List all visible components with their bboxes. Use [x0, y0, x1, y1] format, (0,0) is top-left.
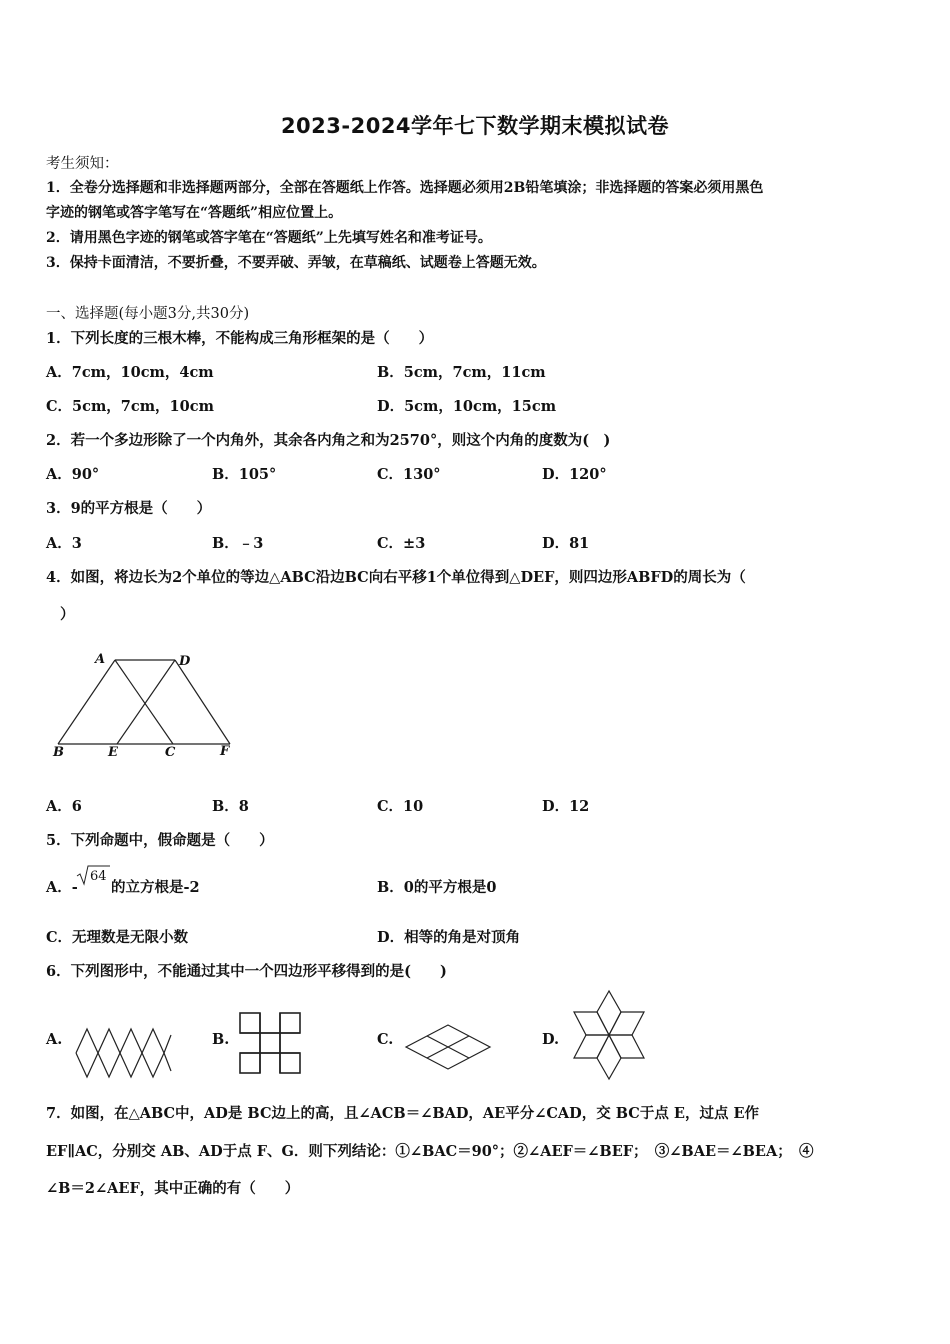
- q6-figure-a-rhombus-chain: [74, 1025, 174, 1081]
- q6-stem: 6．下列图形中，不能通过其中一个四边形平移得到的是( ): [46, 963, 447, 980]
- q1-stem: 1．下列长度的三根木棒，不能构成三角形框架的是（ ）: [46, 330, 434, 347]
- q5-option-a-suffix: 的立方根是-2: [111, 879, 200, 896]
- q6-figure-b-square-grid: [236, 1009, 306, 1079]
- q2-option-c: C．130°: [377, 466, 441, 483]
- q4-label-a: A: [95, 652, 106, 667]
- q4-option-a: A．6: [46, 798, 82, 815]
- q4-translation-figure: [50, 648, 240, 763]
- q6-figure-c-rhombus-group: [402, 1019, 494, 1075]
- q4-segment-df: [175, 660, 230, 744]
- q3-option-a: A．3: [46, 535, 82, 552]
- notice-line-1b: 字迹的钢笔或答字笔写在“答题纸”相应位置上。: [46, 205, 343, 221]
- q7-line-3: ∠B＝2∠AEF，其中正确的有（ ）: [46, 1180, 300, 1197]
- q5-option-b: B．0的平方根是0: [377, 879, 497, 896]
- q4-label-b: B: [53, 745, 64, 760]
- q1-option-d: D．5cm，10cm，15cm: [377, 398, 557, 415]
- q4-stem-close: ）: [60, 606, 75, 623]
- q6-option-d-label: D.: [542, 1031, 560, 1048]
- q1-option-a: A．7cm，10cm，4cm: [46, 364, 214, 381]
- q1-option-c: C．5cm，7cm，10cm: [46, 398, 214, 415]
- notice-line-2: 2．请用黑色字迹的钢笔或答字笔在“答题纸”上先填写姓名和准考证号。: [46, 230, 492, 246]
- q5-stem: 5．下列命题中，假命题是（ ）: [46, 832, 274, 849]
- notice-line-3: 3．保持卡面清洁，不要折叠，不要弄破、弄皱，在草稿纸、试题卷上答题无效。: [46, 255, 546, 271]
- q3-stem: 3．9的平方根是（ ）: [46, 500, 212, 517]
- q4-stem: 4．如图，将边长为2个单位的等边△ABC沿边BC向右平移1个单位得到△DEF，则四边形ABFD的周长为（: [46, 569, 746, 586]
- q3-option-d: D．81: [542, 535, 590, 552]
- page-title: 2023-2024学年七下数学期末模拟试卷: [280, 114, 670, 138]
- notice-heading: 考生须知：: [46, 156, 119, 172]
- q6-option-a-label: A.: [46, 1031, 63, 1048]
- q5-option-d: D．相等的角是对顶角: [377, 929, 521, 946]
- q4-segment-ab: [58, 660, 115, 744]
- q7-line-1: 7．如图，在△ABC中，AD是 BC边上的高，且∠ACB＝∠BAD，AE平分∠CAD，交 BC于点 E，过点 E作: [46, 1105, 760, 1122]
- q4-option-d: D．12: [542, 798, 590, 815]
- q4-segment-ac: [115, 660, 173, 744]
- q4-option-c: C．10: [377, 798, 424, 815]
- q2-option-a: A．90°: [46, 466, 100, 483]
- q7-line-2: EF∥AC，分别交 AB、AD于点 F、G．则下列结论：①∠BAC＝90°；②∠AEF＝∠BEF； ③∠BAE＝∠BEA； ④: [46, 1143, 814, 1160]
- q4-segment-de: [117, 660, 175, 744]
- q2-option-d: D．120°: [542, 466, 607, 483]
- q4-label-d: D: [179, 654, 191, 669]
- q5-option-c: C．无理数是无限小数: [46, 929, 189, 946]
- q4-label-f: F: [220, 744, 230, 759]
- q3-option-c: C．±3: [377, 535, 426, 552]
- q2-stem: 2．若一个多边形除了一个内角外，其余各内角之和为2570°，则这个内角的度数为( ): [46, 432, 611, 449]
- q6-option-b-label: B.: [212, 1031, 230, 1048]
- q6-figure-d-star: [568, 988, 650, 1082]
- q4-label-e: E: [108, 745, 118, 760]
- section-heading: 一、选择题(每小题3分,共30分): [46, 306, 250, 322]
- notice-line-1a: 1．全卷分选择题和非选择题两部分，全部在答题纸上作答。选择题必须用2B铅笔填涂；非选择题的答案必须用黑色: [46, 180, 764, 196]
- q5-sqrt-sign: [76, 864, 112, 886]
- q4-label-c: C: [165, 745, 176, 760]
- q3-option-b: B．﹣3: [212, 535, 264, 552]
- q5-sqrt-radicand: 64: [90, 869, 107, 884]
- q5-option-a-prefix: A．-: [46, 879, 78, 896]
- q6-option-c-label: C.: [377, 1031, 394, 1048]
- q1-option-b: B．5cm，7cm，11cm: [377, 364, 546, 381]
- q2-option-b: B．105°: [212, 466, 277, 483]
- q4-option-b: B．8: [212, 798, 249, 815]
